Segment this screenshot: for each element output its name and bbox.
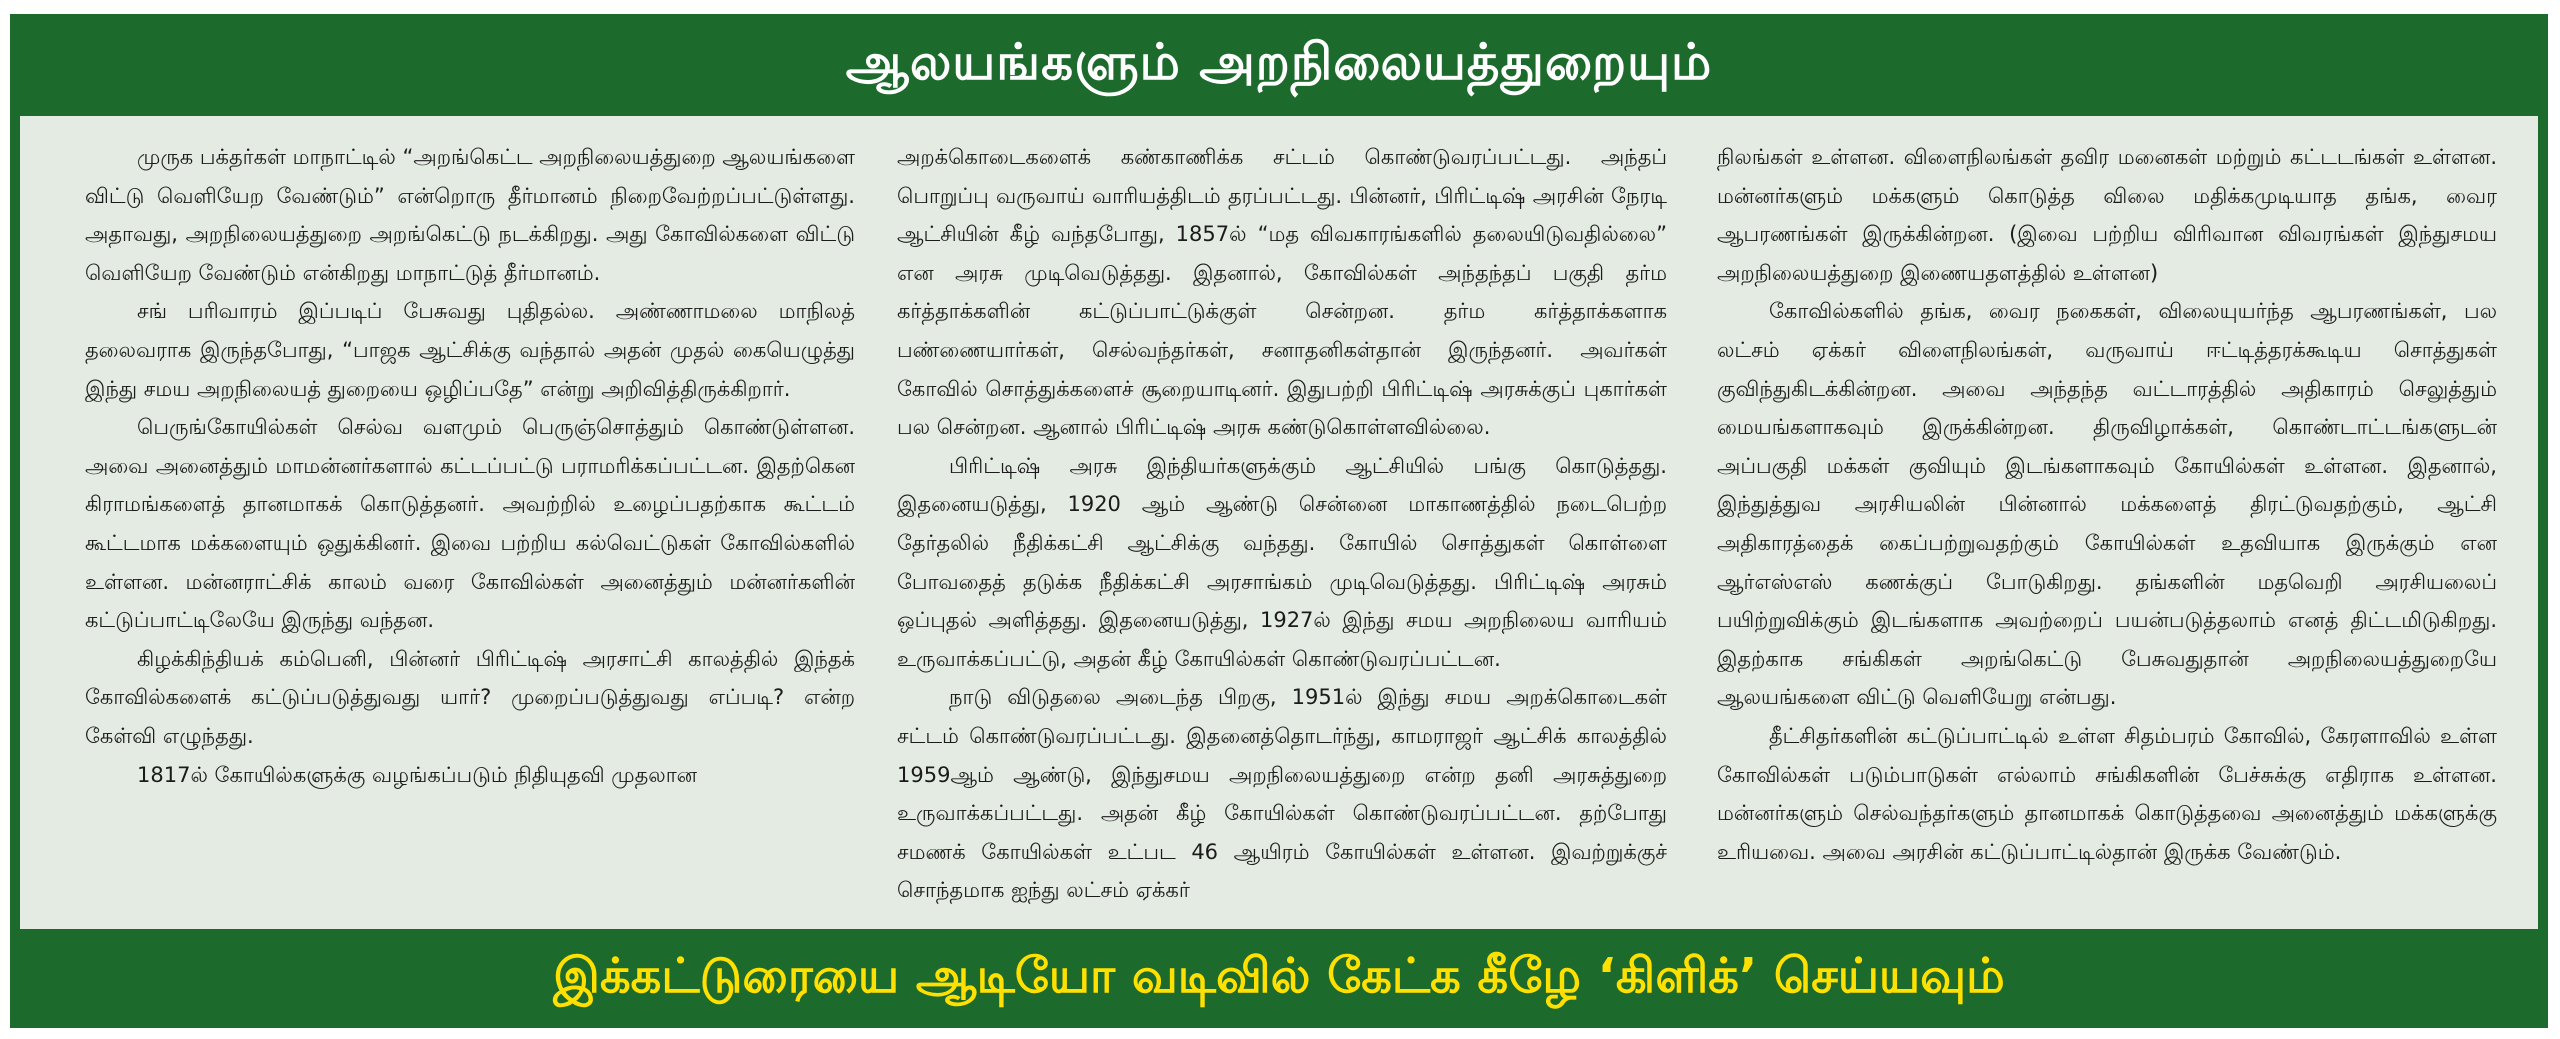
paragraph: நிலங்கள் உள்ளன. விளைநிலங்கள் தவிர மனைகள் மற்றும் கட்டடங்கள் உள்ளன. மன்னர்களும் மக்களும் கொடுத்த விலை மதிக்கமுடியாத தங்க, வைர ஆபரணங்கள் இருக்கின்றன. (இவை பற்றிய விரிவான விவரங்கள் இந்துசமய அறநிலையத்துறை இணையதளத்தில் உள்ளன) [1717, 145, 2497, 285]
paragraph: சங் பரிவாரம் இப்படிப் பேசுவது புதிதல்ல. அண்ணாமலை மாநிலத் தலைவராக இருந்தபோது, “பாஜக ஆட்சிக்கு வந்தால் அதன் முதல் கையெழுத்து இந்து சமய அறநிலையத் துறையை ஒழிப்பதே” என்று அறிவித்திருக்கிறார். [85, 299, 855, 401]
paragraph: பிரிட்டிஷ் அரசு இந்தியர்களுக்கும் ஆட்சியில் பங்கு கொடுத்தது. இதனையடுத்து, 1920 ஆம் ஆண்டு சென்னை மாகாணத்தில் நடைபெற்ற தேர்தலில் நீதிக்கட்சி ஆட்சிக்கு வந்தது. கோயில் சொத்துகள் கொள்ளை போவதைத் தடுக்க நீதிக்கட்சி அரசாங்கம் முடிவெடுத்தது. பிரிட்டிஷ் அரசும் ஒப்புதல் அளித்தது. இதனையடுத்து, 1927ல் இந்து சமய அறநிலைய வாரியம் உருவாக்கப்பட்டு, அதன் கீழ் கோயில்கள் கொண்டுவரப்பட்டன. [897, 453, 1667, 671]
paragraph: 1817ல் கோயில்களுக்கு வழங்கப்படும் நிதியுதவி முதலான [137, 762, 698, 787]
audio-cta-link[interactable]: இக்கட்டுரையை ஆடியோ வடிவில் கேட்க கீழே ‘கிளிக்’ செய்யவும் [553, 947, 2005, 1004]
paragraph: கிழக்கிந்தியக் கம்பெனி, பின்னர் பிரிட்டிஷ் அரசாட்சி காலத்தில் இந்தக் கோவில்களைக் கட்டுப்படுத்துவது யார்? முறைப்படுத்துவது எப்படி? என்ற கேள்வி எழுந்தது. [85, 646, 855, 748]
article-frame [10, 14, 2548, 1028]
text-column-2 [897, 138, 1667, 910]
paragraph: தீட்சிதர்களின் கட்டுப்பாட்டில் உள்ள சிதம்பரம் கோவில், கேரளாவில் உள்ள கோவில்கள் படும்பாடுகள் எல்லாம் சங்கிகளின் பேச்சுக்கு எதிராக உள்ளன. மன்னர்களும் செல்வந்தர்களும் தானமாகக் கொடுத்தவை அனைத்தும் மக்களுக்கு உரியவை. அவை அரசின் கட்டுப்பாட்டில்தான் இருக்க வேண்டும். [1717, 723, 2497, 864]
paragraph: அறக்கொடைகளைக் கண்காணிக்க சட்டம் கொண்டுவரப்பட்டது. அந்தப் பொறுப்பு வருவாய் வாரியத்திடம் தரப்பட்டது. பின்னர், பிரிட்டிஷ் அரசின் நேரடி ஆட்சியின் கீழ் வந்தபோது, 1857ல் “மத விவகாரங்களில் தலையிடுவதில்லை” என அரசு முடிவெடுத்தது. இதனால், கோவில்கள் அந்தந்தப் பகுதி தர்ம கர்த்தாக்களின் கட்டுப்பாட்டுக்குள் சென்றன. தர்ம கர்த்தாக்களாக பண்ணையார்கள், செல்வந்தர்கள், சனாதனிகள்தான் இருந்தனர். அவர்கள் கோவில் சொத்துக்களைச் சூறையாடினர். இதுபற்றி பிரிட்டிஷ் அரசுக்குப் புகார்கள் பல சென்றன. ஆனால் பிரிட்டிஷ் அரசு கண்டுகொள்ளவில்லை. [897, 145, 1667, 440]
paragraph: பெருங்கோயில்கள் செல்வ வளமும் பெருஞ்சொத்தும் கொண்டுள்ளன. அவை அனைத்தும் மாமன்னர்களால் கட்டப்பட்டு பராமரிக்கப்பட்டன. இதற்கென கிராமங்களைத் தானமாகக் கொடுத்தனர். அவற்றில் உழைப்பதற்காக கூட்டம் கூட்டமாக மக்களையும் ஒதுக்கினர். இவை பற்றிய கல்வெட்டுகள் கோவில்களில் உள்ளன. மன்னராட்சிக் காலம் வரை கோவில்கள் அனைத்தும் மன்னர்களின் கட்டுப்பாட்டிலேயே இருந்து வந்தன. [85, 415, 855, 633]
paragraph: கோவில்களில் தங்க, வைர நகைகள், விலையுயர்ந்த ஆபரணங்கள், பல லட்சம் ஏக்கர் விளைநிலங்கள், வருவாய் ஈட்டித்தரக்கூடிய சொத்துகள் குவிந்துகிடக்கின்றன. அவை அந்தந்த வட்டாரத்தில் அதிகாரம் செலுத்தும் மையங்களாகவும் இருக்கின்றன. திருவிழாக்கள், கொண்டாட்டங்களுடன் அப்பகுதி மக்கள் குவியும் இடங்களாகவும் கோயில்கள் உள்ளன. இதனால், இந்துத்துவ அரசியலின் பின்னால் மக்களைத் திரட்டுவதற்கும், ஆட்சி அதிகாரத்தைக் கைப்பற்றுவதற்கும் கோயில்கள் உதவியாக இருக்கும் என ஆர்எஸ்எஸ் கணக்குப் போடுகிறது. தங்களின் மதவெறி அரசியலைப் பயிற்றுவிக்கும் இடங்களாக அவற்றைப் பயன்படுத்தலாம் எனத் திட்டமிடுகிறது. இதற்காக சங்கிகள் அறங்கெட்டு பேசுவதுதான் அறநிலையத்துறையே ஆலயங்களை விட்டு வெளியேறு என்பது. [1717, 299, 2497, 710]
article-body [20, 116, 2538, 929]
text-column-3 [1717, 138, 2497, 871]
paragraph: நாடு விடுதலை அடைந்த பிறகு, 1951ல் இந்து சமய அறக்கொடைகள் சட்டம் கொண்டுவரப்பட்டது. இதனைத்தொடர்ந்து, காமராஜர் ஆட்சிக் காலத்தில் 1959ஆம் ஆண்டு, இந்துசமய அறநிலையத்துறை என்ற தனி அரசுத்துறை உருவாக்கப்பட்டது. அதன் கீழ் கோயில்கள் கொண்டுவரப்பட்டன. தற்போது சமணக் கோயில்கள் உட்பட 46 ஆயிரம் கோயில்கள் உள்ளன. இவற்றுக்குச் சொந்தமாக ஐந்து லட்சம் ஏக்கர் [897, 685, 1667, 903]
text-column-1 [85, 138, 855, 794]
article-title: ஆலயங்களும் அறநிலையத்துறையும் [845, 32, 1713, 91]
audio-cta-bar[interactable] [10, 929, 2548, 1028]
title-bar [10, 14, 2548, 116]
paragraph: முருக பக்தர்கள் மாநாட்டில் “அறங்கெட்ட அறநிலையத்துறை ஆலயங்களை விட்டு வெளியேற வேண்டும்” என்றொரு தீர்மானம் நிறைவேற்றப்பட்டுள்ளது. அதாவது, அறநிலையத்துறை அறங்கெட்டு நடக்கிறது. அது கோவில்களை விட்டு வெளியேற வேண்டும் என்கிறது மாநாட்டுத் தீர்மானம். [85, 145, 855, 285]
